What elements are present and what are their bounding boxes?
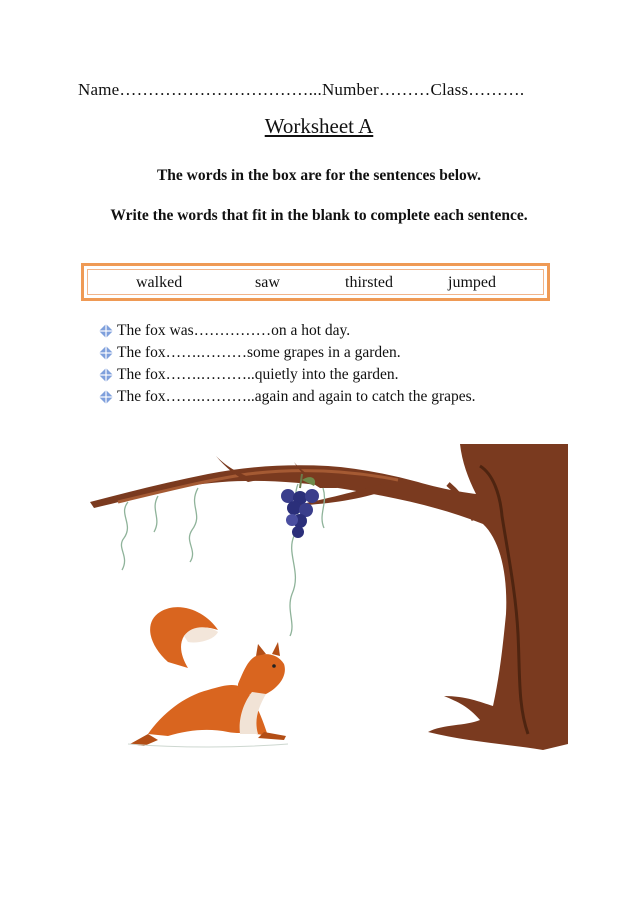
grapes-illustration [281, 474, 319, 538]
word-walked: walked [136, 274, 183, 291]
fox-illustration [130, 607, 286, 746]
tree-illustration [90, 444, 568, 750]
diamond-bullet-icon [99, 324, 113, 338]
name-number-class-line: Name……………………………...Number………Class………. [78, 80, 525, 99]
word-bank-box [81, 263, 550, 301]
sentence-text: The fox was……………on a hot day. [117, 322, 351, 339]
word-saw: saw [255, 274, 280, 291]
word-thirsted: thirsted [345, 274, 393, 291]
sentence-text: The fox…….………..again and again to catch the grapes. [117, 388, 476, 405]
sentence-text: The fox…….………some grapes in a garden. [117, 344, 401, 361]
ground-line [128, 744, 288, 747]
worksheet-title: Worksheet A [264, 114, 374, 138]
fox-and-grapes-illustration [88, 444, 568, 764]
sentence-text: The fox…….………..quietly into the garden. [117, 366, 399, 383]
instruction-1: The words in the box are for the sentences below. [156, 167, 482, 184]
diamond-bullet-icon [99, 390, 113, 404]
diamond-bullet-icon [99, 368, 113, 382]
word-jumped: jumped [448, 274, 496, 291]
instruction-2: Write the words that fit in the blank to complete each sentence. [110, 207, 528, 224]
diamond-bullet-icon [99, 346, 113, 360]
